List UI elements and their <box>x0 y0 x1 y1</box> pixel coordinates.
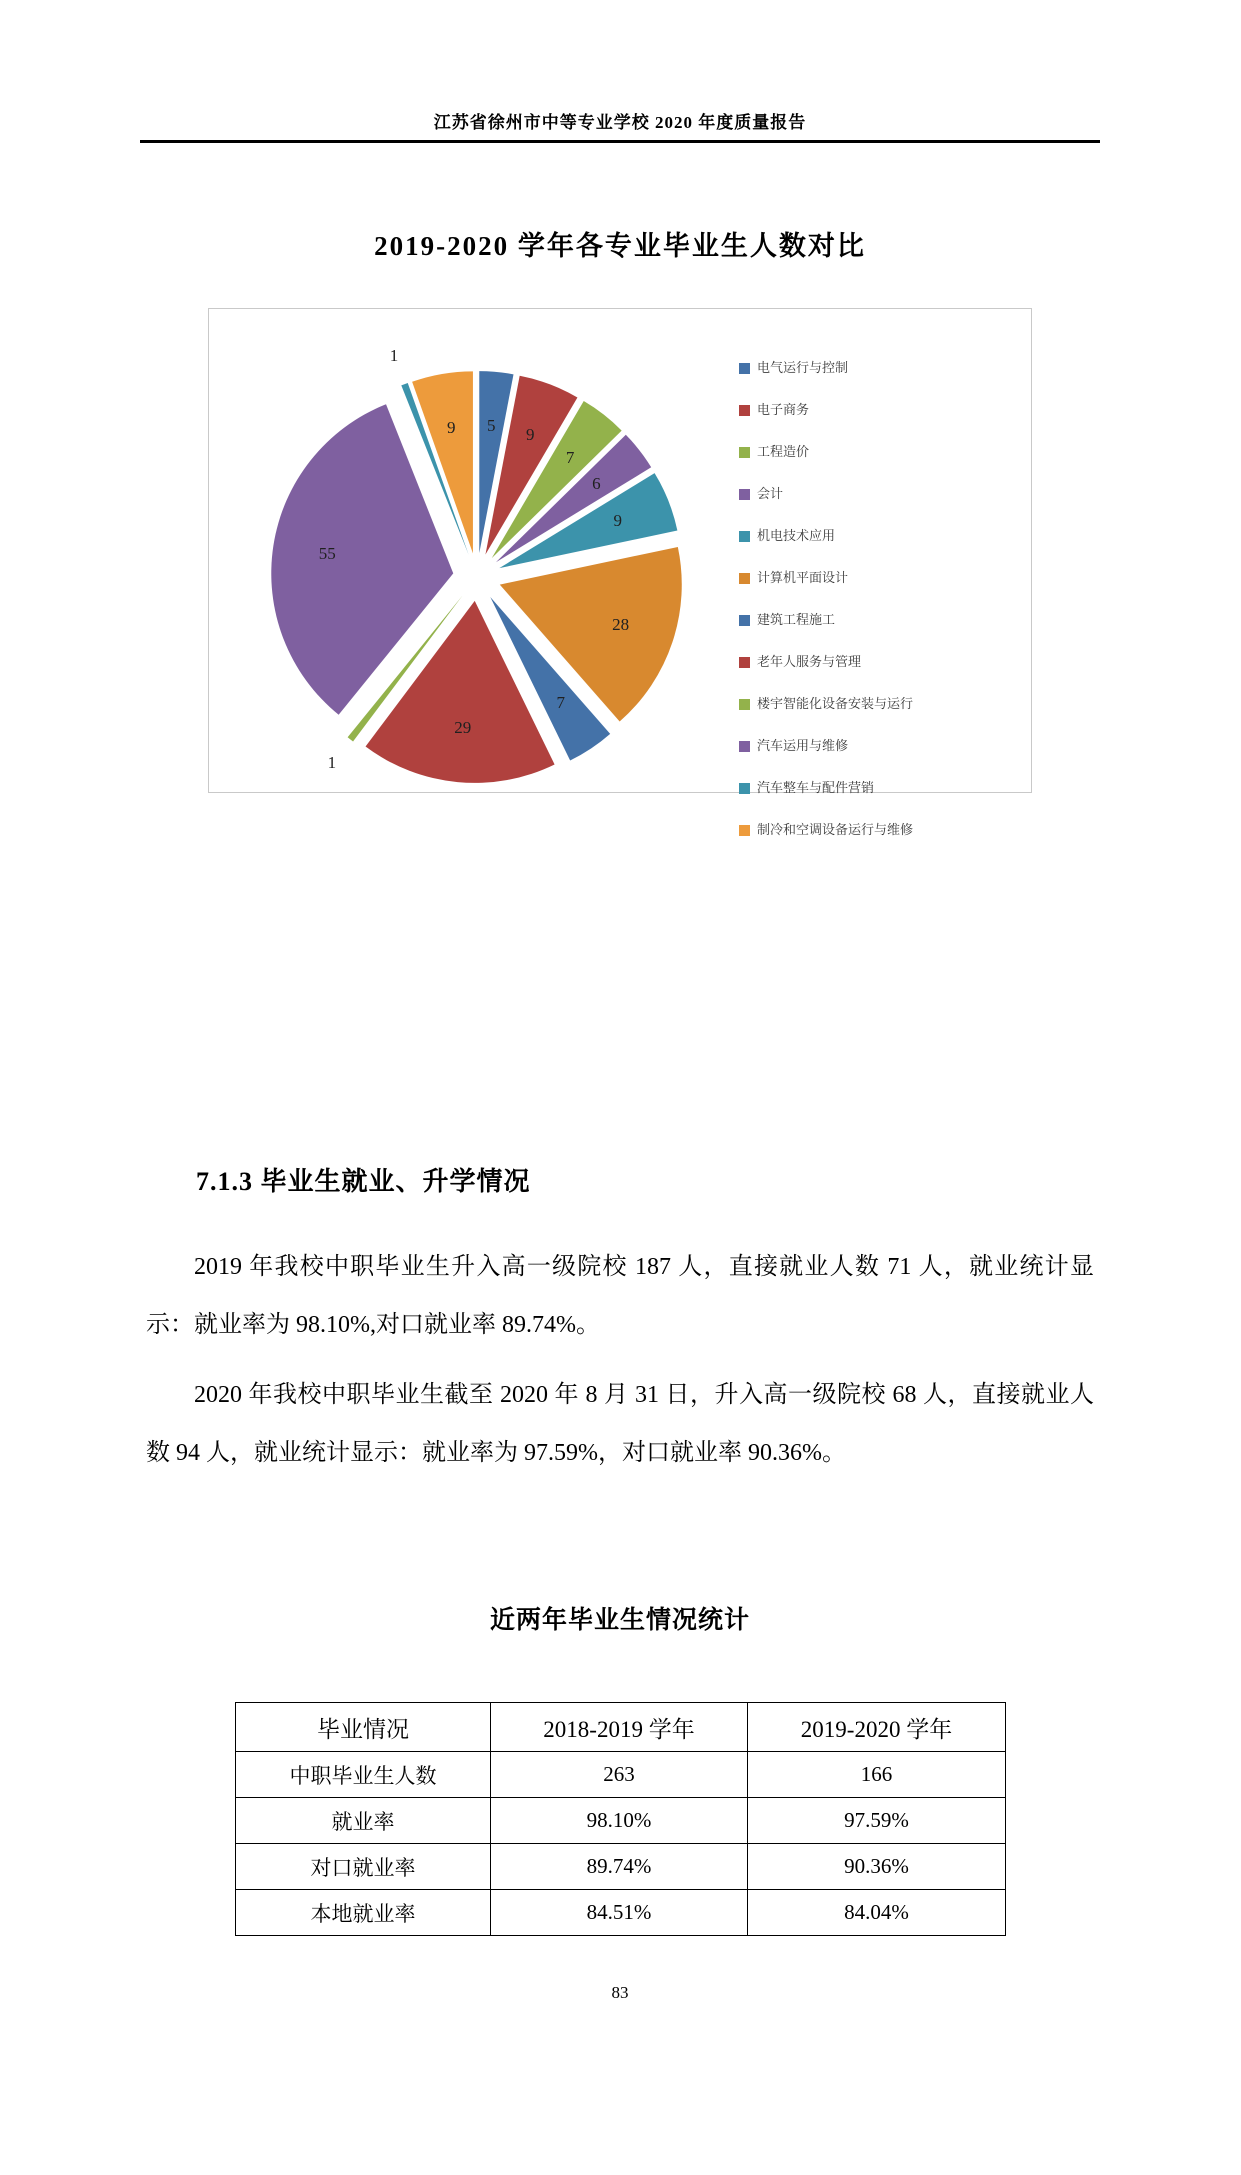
legend-item-label: 制冷和空调设备运行与维修 <box>757 822 914 838</box>
pie-slice-value-label: 6 <box>592 473 601 493</box>
pie-chart-container <box>208 308 1032 838</box>
table-cell: 中职毕业生人数 <box>236 1752 491 1798</box>
legend-item <box>739 767 1029 809</box>
legend-item-label: 汽车运用与维修 <box>757 738 849 754</box>
table-header-row <box>236 1703 1006 1752</box>
pie-slice-value-label: 1 <box>327 753 337 773</box>
pie-slice-value-label: 9 <box>613 511 622 531</box>
table-cell: 就业率 <box>236 1798 491 1844</box>
pie-slice-value-label: 7 <box>565 447 575 467</box>
legend-item-label: 老年人服务与管理 <box>757 654 862 670</box>
pie-slice-value-label: 28 <box>612 614 630 634</box>
legend-item-label: 工程造价 <box>757 444 810 460</box>
legend-item <box>739 809 1029 851</box>
chart-title: 2019-2020 学年各专业毕业生人数对比 <box>374 231 866 261</box>
legend-item-label: 楼宇智能化设备安装与运行 <box>757 696 914 712</box>
legend-item <box>739 515 1029 557</box>
legend-swatch-icon <box>739 699 750 710</box>
chart-legend <box>739 347 1029 851</box>
legend-swatch-icon <box>739 825 750 836</box>
legend-item-label: 建筑工程施工 <box>757 612 836 628</box>
pie-chart-plot <box>209 309 729 794</box>
pie-slice-value-label: 7 <box>556 693 566 713</box>
table-title: 近两年毕业生情况统计 <box>489 1607 750 1634</box>
legend-item <box>739 347 1029 389</box>
table-cell: 166 <box>748 1752 1006 1798</box>
pie-slice-value-label: 1 <box>389 346 399 366</box>
legend-item <box>739 683 1029 725</box>
pie-slice-value-label: 29 <box>454 717 472 737</box>
page-header <box>140 108 1100 143</box>
table-row <box>236 1890 1006 1936</box>
table-cell: 84.51% <box>491 1890 748 1936</box>
legend-item <box>739 431 1029 473</box>
table-row <box>236 1844 1006 1890</box>
table-header-cell: 毕业情况 <box>236 1703 491 1752</box>
table-row <box>236 1798 1006 1844</box>
legend-item-label: 会计 <box>757 486 784 502</box>
legend-item <box>739 557 1029 599</box>
pie-slice-value-label: 9 <box>447 417 456 437</box>
table-cell: 本地就业率 <box>236 1890 491 1936</box>
legend-swatch-icon <box>739 573 750 584</box>
legend-swatch-icon <box>739 657 750 668</box>
legend-item <box>739 389 1029 431</box>
header-title: 江苏省徐州市中等专业学校 2020 年度质量报告 <box>433 113 807 132</box>
table-cell: 263 <box>491 1752 748 1798</box>
graduate-statistics-table <box>235 1702 1006 1936</box>
legend-swatch-icon <box>739 447 750 458</box>
legend-item-label: 电子商务 <box>757 402 810 418</box>
legend-item-label: 汽车整车与配件营销 <box>757 780 875 796</box>
pie-slice-value-label: 55 <box>318 544 336 564</box>
legend-item-label: 电气运行与控制 <box>757 360 849 376</box>
legend-item <box>739 725 1029 767</box>
section-heading: 7.1.3 毕业生就业、升学情况 <box>196 1167 531 1196</box>
legend-item <box>739 599 1029 641</box>
legend-item-label: 机电技术应用 <box>757 528 836 544</box>
table-cell: 98.10% <box>491 1798 748 1844</box>
table-cell: 对口就业率 <box>236 1844 491 1890</box>
table-cell: 89.74% <box>491 1844 748 1890</box>
legend-item <box>739 473 1029 515</box>
header-divider <box>140 140 1100 143</box>
legend-swatch-icon <box>739 615 750 626</box>
table-cell: 84.04% <box>748 1890 1006 1936</box>
legend-item <box>739 641 1029 683</box>
legend-item-label: 计算机平面设计 <box>757 570 849 586</box>
legend-swatch-icon <box>739 363 750 374</box>
legend-swatch-icon <box>739 405 750 416</box>
pie-slice-value-label: 5 <box>487 416 496 436</box>
page-number: 83 <box>611 1983 629 2002</box>
legend-swatch-icon <box>739 531 750 542</box>
table-header-cell: 2019-2020 学年 <box>748 1703 1006 1752</box>
legend-swatch-icon <box>739 489 750 500</box>
table-row <box>236 1752 1006 1798</box>
table-header-cell: 2018-2019 学年 <box>491 1703 748 1752</box>
table-cell: 90.36% <box>748 1844 1006 1890</box>
legend-swatch-icon <box>739 783 750 794</box>
pie-slice-value-label: 9 <box>526 425 535 445</box>
table-cell: 97.59% <box>748 1798 1006 1844</box>
legend-swatch-icon <box>739 741 750 752</box>
body-paragraph-2: 2020 年我校中职毕业生截至 2020 年 8 月 31 日，升入高一级院校 68 人，直接就业人数 94 人，就业统计显示：就业率为 97.59%，对口就业率 90.36%。 <box>146 1382 1094 1466</box>
pie-slice <box>500 547 682 722</box>
body-paragraph-1: 2019 年我校中职毕业生升入高一级院校 187 人，直接就业人数 71 人，就业统计显示：就业率为 98.10%,对口就业率 89.74%。 <box>146 1254 1094 1338</box>
